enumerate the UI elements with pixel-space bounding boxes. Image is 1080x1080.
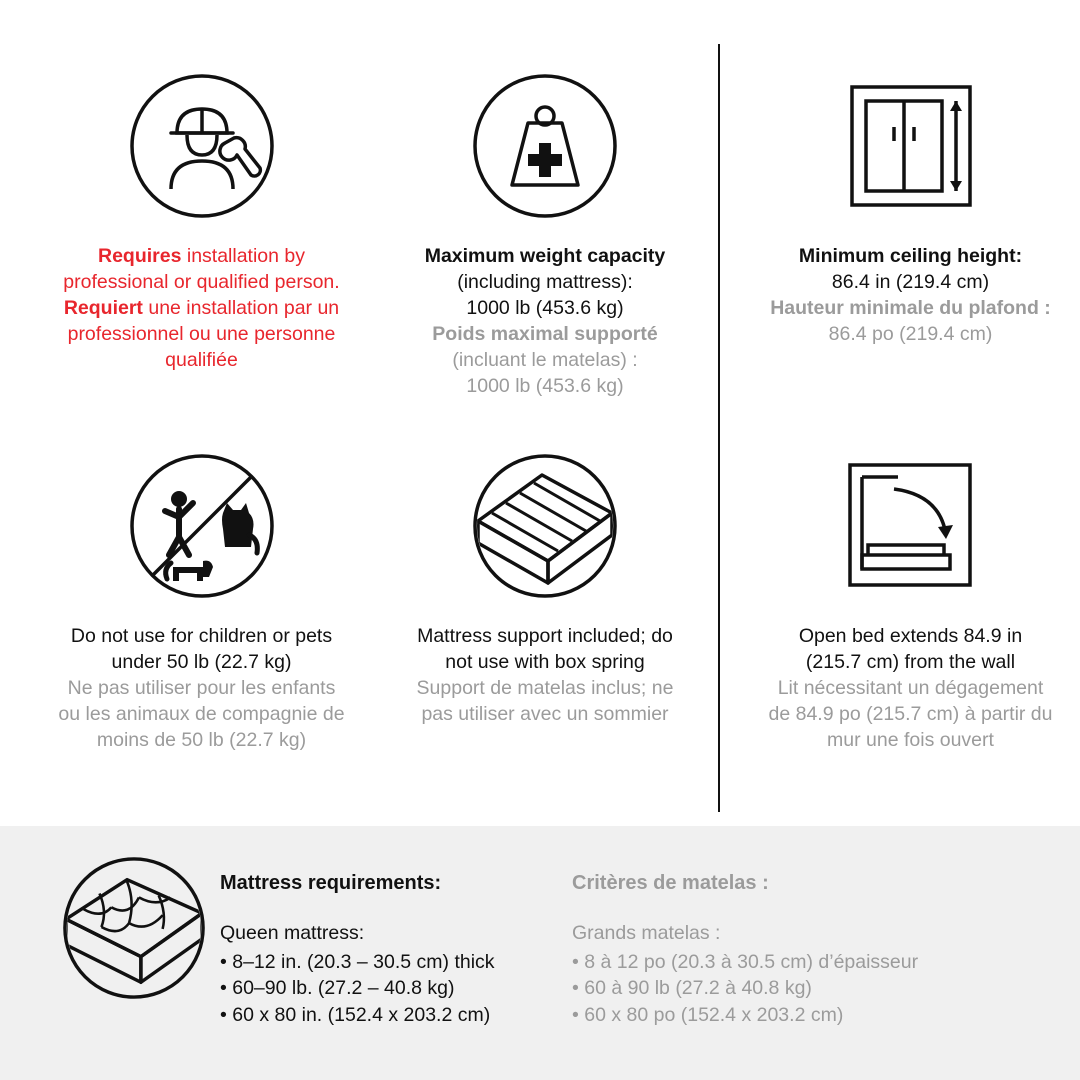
mattress-requirements-english [220,854,572,1029]
band-bullet: • 60 x 80 in. (152.4 x 203.2 cm) [220,1004,491,1027]
caption-line: ou les animaux de compagnie de [58,702,345,725]
caption-line: Support de matelas inclus; ne [416,676,674,699]
caption-line: pas utiliser avec un sommier [421,702,669,725]
spec-item-installation [24,30,379,410]
band-bullet: • 60–90 lb. (27.2 – 40.8 kg) [220,977,455,1000]
caption-line: (including mattress): [457,270,633,293]
caption-line: professionnel ou une personne [67,322,336,345]
caption-line: installation by [181,245,306,267]
caption-line: Mattress support included; do [417,625,673,647]
caption-installation [32,244,372,374]
murphy-bed-clearance-icon [836,436,986,616]
band-title-en: Mattress requirements: [220,872,442,894]
caption-line: Requiert [63,296,143,319]
caption-line: 86.4 po (219.4 cm) [828,322,993,345]
caption-no-children-pets [37,624,367,754]
caption-line: moins de 50 lb (22.7 kg) [96,728,307,751]
caption-line: not use with box spring [445,650,645,673]
spec-item-ceiling [741,30,1080,410]
caption-line: Hauteur minimale du plafond : [770,296,1051,319]
band-bullet: • 8–12 in. (20.3 – 30.5 cm) thick [220,950,495,973]
spec-item-weight [379,30,711,410]
quilted-mattress-icon [0,854,220,1002]
caption-ceiling [751,244,1071,348]
caption-line: 86.4 in (219.4 cm) [831,270,990,293]
ceiling-height-arrow-icon [836,56,986,236]
spec-item-no-children-pets [24,410,379,790]
band-subtitle-fr: Grands matelas : [572,921,721,944]
spec-item-bed-clearance [741,410,1080,790]
caption-line: 1000 lb (453.6 kg) [466,296,624,319]
caption-line: de 84.9 po (215.7 cm) à partir du [768,702,1053,725]
caption-mattress-support [380,624,710,728]
caption-line: qualifiée [165,348,238,371]
caption-line: Requires [97,245,182,267]
caption-line: Open bed extends 84.9 in [798,625,1023,647]
slatted-mattress-support-icon [470,436,620,616]
caption-weight [380,244,710,400]
caption-line: mur une fois ouvert [827,728,994,751]
vertical-divider [718,44,720,812]
band-bullet: • 60 à 90 lb (27.2 à 40.8 kg) [572,977,812,1000]
caption-line: Maximum weight capacity [424,245,666,267]
mattress-requirements-french [572,854,1002,1029]
mattress-requirements-band [0,826,1080,1080]
no-children-or-pets-icon [127,436,277,616]
caption-line: 1000 lb (453.6 kg) [466,374,624,397]
caption-line: Ne pas utiliser pour les enfants [67,676,336,699]
band-bullet: • 8 à 12 po (20.3 à 30.5 cm) d’épaisseur [572,950,919,973]
caption-line: (215.7 cm) from the wall [805,650,1016,673]
caption-line: under 50 lb (22.7 kg) [111,650,292,673]
caption-line: Lit nécessitant un dégagement [777,676,1044,699]
worker-with-wrench-icon [127,56,277,236]
grid-gap [711,30,741,410]
band-bullet: • 60 x 80 po (152.4 x 203.2 cm) [572,1004,844,1027]
band-title-fr: Critères de matelas : [572,872,769,894]
caption-bed-clearance [751,624,1071,754]
icon-grid [24,30,1056,790]
weight-plus-icon [470,56,620,236]
grid-gap [711,410,741,790]
caption-line: une installation par un [142,296,340,319]
caption-line: Do not use for children or pets [70,625,333,647]
caption-line: professional or qualified person. [63,270,340,293]
caption-line: Poids maximal supporté [432,322,658,345]
caption-line: (incluant le matelas) : [452,348,638,371]
spec-item-mattress-support [379,410,711,790]
band-subtitle-en: Queen mattress: [220,921,365,944]
caption-line: Minimum ceiling height: [798,245,1023,267]
